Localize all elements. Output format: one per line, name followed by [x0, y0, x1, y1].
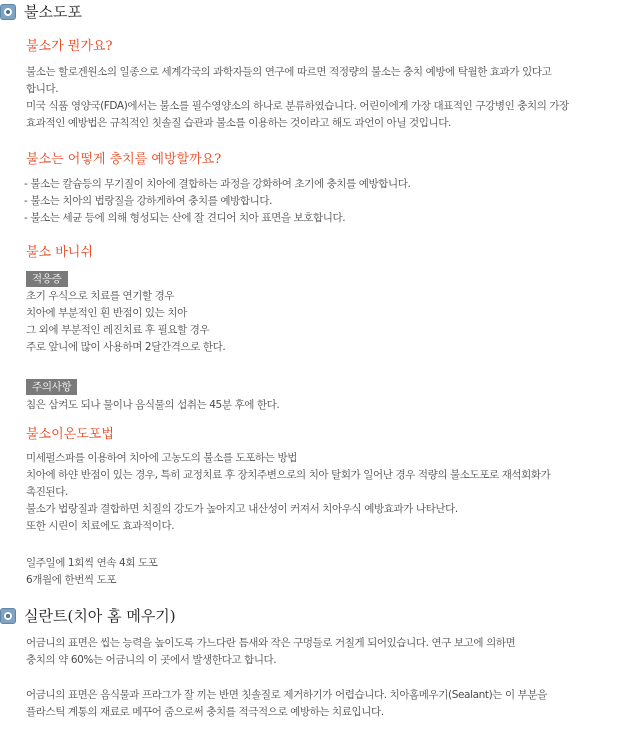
schedule-fluoride-ion [26, 555, 636, 589]
list-item: - 불소는 칼슘등의 무기질이 치아에 결합하는 과정을 강화하여 초기에 충치를 예방합니다. [24, 178, 411, 190]
section-bullet-icon [0, 608, 16, 624]
section-header-sealant [0, 605, 176, 626]
subtitle-fluoride-ion: 불소이온도포법 [26, 427, 114, 442]
text-line: 치아에 하얀 반점이 있는 경우, 특히 교정치료 후 장치주변으로의 치아 탈회가 일어난 경우 적량의 불소도포로 재석회화가 [26, 469, 551, 481]
text-line: 불소가 법랑질과 결합하면 치질의 강도가 높아지고 내산성이 커져서 치아우식 예방효과가 나타난다. [26, 503, 458, 515]
text-line: 플라스틱 계통의 재료로 메꾸어 줌으로써 충치를 적극적으로 예방하는 치료입니다. [26, 706, 384, 718]
list-item: - 불소는 치아의 법랑질을 강하게하여 충치를 예방합니다. [24, 195, 273, 207]
paragraph-sealant-2 [26, 687, 636, 721]
paragraph-sealant-1 [26, 635, 636, 669]
text-line: 어금니의 표면은 음식물과 프라그가 잘 끼는 반면 칫솔질로 제거하기가 어렵습니다. 치아홈메우기(Sealant)는 이 부분을 [26, 689, 547, 701]
list-item: 그 외에 부분적인 레진치료 후 필요할 경우 [26, 324, 210, 336]
subtitle-fluoride-varnish: 불소 바니쉬 [26, 245, 93, 260]
tag-caution: 주의사항 [26, 379, 77, 395]
section-title-fluoride: 불소도포 [24, 3, 82, 21]
text-line: 미국 식품 영양국(FDA)에서는 불소를 필수영양소의 하나로 분류하였습니다. 어린이에게 가장 대표적인 구강병인 충치의 가장 [26, 100, 569, 112]
text-line: 침은 삼켜도 되나 물이나 음식물의 섭취는 45분 후에 한다. [26, 399, 280, 411]
tag-indication: 적응증 [26, 271, 68, 287]
text-line: 또한 시린이 치료에도 효과적이다. [26, 520, 175, 532]
subtitle-how-prevent: 불소는 어떻게 충치를 예방할까요? [26, 152, 222, 167]
text-line: 효과적인 예방법은 규칙적인 칫솔질 습관과 불소를 이용하는 것이라고 해도 과언이 아닐 것입니다. [26, 117, 451, 129]
list-how-prevent [24, 176, 634, 227]
text-line: 촉진된다. [26, 486, 68, 498]
text-line: 충치의 약 60%는 어금니의 이 곳에서 발생한다고 합니다. [26, 654, 277, 666]
text-line: 미세펄스파를 이용하여 치아에 고농도의 불소를 도포하는 방법 [26, 452, 297, 464]
section-header-fluoride [0, 1, 82, 22]
text-caution [26, 397, 636, 414]
text-line: 합니다. [26, 83, 59, 95]
paragraph-fluoride-ion [26, 450, 636, 535]
section-bullet-icon [0, 4, 16, 20]
list-item: 초기 우식으로 치료를 연기할 경우 [26, 290, 175, 302]
list-item: 치아에 부분적인 흰 반점이 있는 치아 [26, 307, 187, 319]
text-line: 6개월에 한번씩 도포 [26, 574, 117, 586]
text-line: 일주일에 1회씩 연속 4회 도포 [26, 557, 158, 569]
subtitle-what-is-fluoride: 불소가 뭔가요? [26, 39, 113, 54]
text-line: 불소는 할로겐원소의 일종으로 세계각국의 과학자들의 연구에 따르면 적정량의 불소는 충치 예방에 탁월한 효과가 있다고 [26, 66, 552, 78]
list-item: 주로 앞니에 많이 사용하며 2달간격으로 한다. [26, 341, 226, 353]
list-indication [26, 288, 636, 356]
paragraph-what-is-fluoride [26, 64, 636, 132]
text-line: 어금니의 표면은 씹는 능력을 높이도록 가느다란 틈새와 작은 구멍들로 거칠게 되어있습니다. 연구 보고에 의하면 [26, 637, 516, 649]
list-item: - 불소는 세균 등에 의해 형성되는 산에 잘 견디어 치아 표면을 보호합니다. [24, 212, 346, 224]
section-title-sealant: 실란트(치아 홈 메우기) [24, 607, 176, 625]
